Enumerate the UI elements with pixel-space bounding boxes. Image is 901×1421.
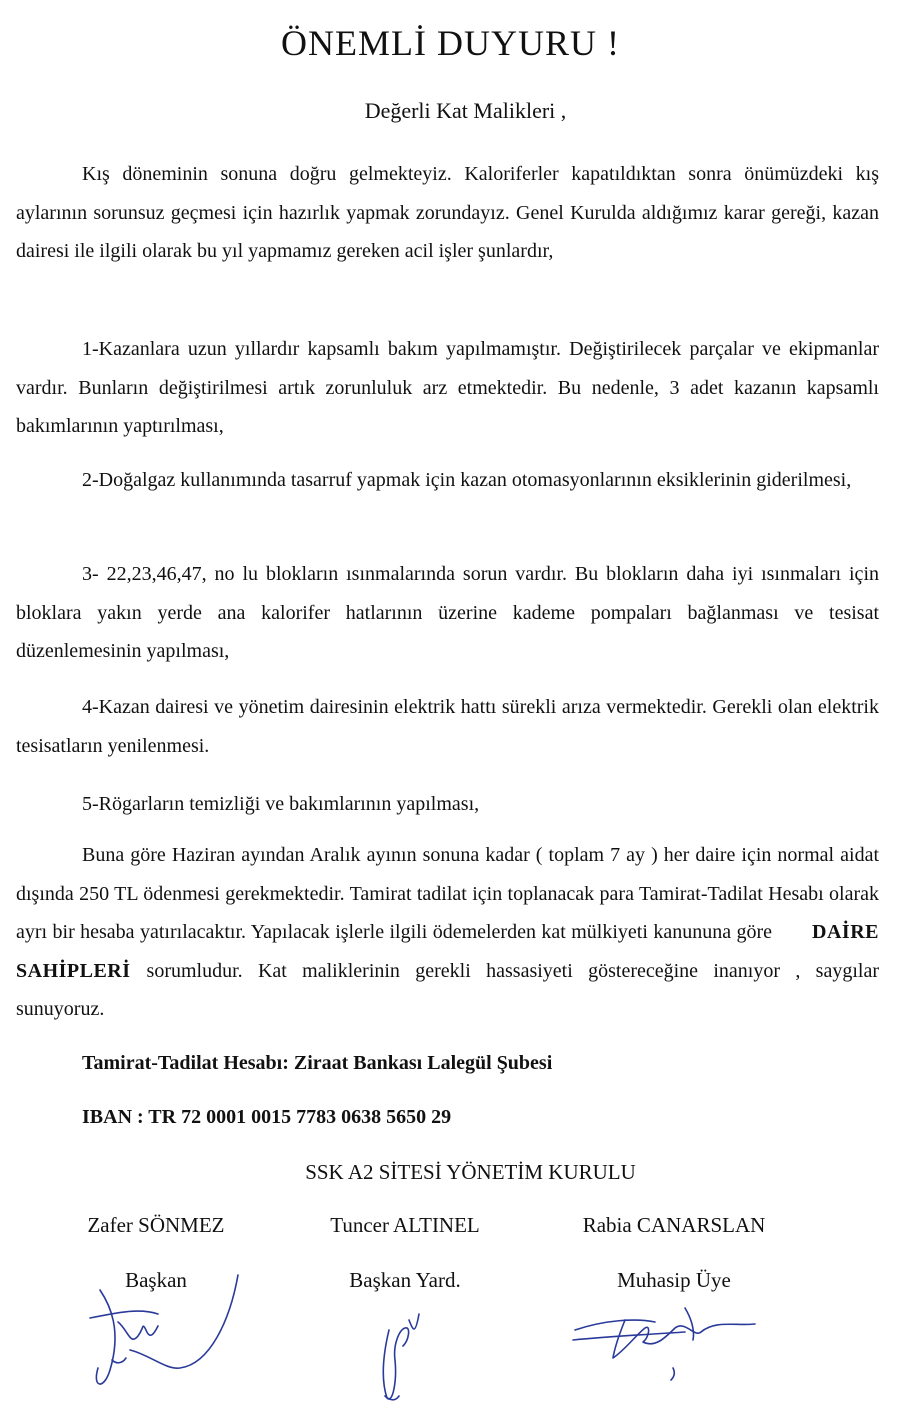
signatory-name: Tuncer ALTINEL	[330, 1213, 480, 1237]
signatory-role: Başkan Yard.	[349, 1268, 461, 1292]
closing-text-before: Buna göre Haziran ayından Aralık ayının sonuna kadar ( toplam 7 ay ) her daire için normal aidat dışında 250 TL ödenmesi gerekmektedir. Tamirat tadilat için toplanacak para Tamirat-Tadilat Hesabı olarak ayrı bir hesaba yatırılacaktır. Yapılacak işlerle ilgili ödemelerden kat mülkiyeti kanununa göre	[16, 844, 879, 943]
list-item-3: 3- 22,23,46,47, no lu blokların ısınmalarında sorun vardır. Bu blokların daha iyi ısınmaları için bloklara yakın yerde ana kalorifer hatlarının üzerine kademe pompaları bağlanması ve tesisat düzenlemesinin yapılması,	[16, 563, 879, 662]
page-title: ÖNEMLİ DUYURU !	[281, 23, 620, 63]
signature-2-icon	[365, 1300, 435, 1410]
signatory-role: Muhasip Üye	[617, 1268, 731, 1292]
bank-account-line: Tamirat-Tadilat Hesabı: Ziraat Bankası Lalegül Şubesi	[82, 1052, 553, 1074]
list-item-2: 2-Doğalgaz kullanımında tasarruf yapmak için kazan otomasyonlarının eksiklerinin giderilmesi,	[82, 469, 852, 491]
closing-paragraph	[16, 836, 879, 1029]
signatory-role: Başkan	[125, 1268, 187, 1292]
salutation: Değerli Kat Malikleri ,	[364, 98, 567, 123]
intro-paragraph: Kış döneminin sonuna doğru gelmekteyiz. Kaloriferler kapatıldıktan sonra önümüzdeki kış aylarının sorunsuz geçmesi için hazırlık yapmak zorundayız. Genel Kurulda aldığımız karar gereği, kazan dairesi ile ilgili olarak bu yıl yapmamız gereken acil işler şunlardır,	[16, 163, 879, 262]
signatory-3	[544, 1213, 804, 1293]
board-title: SSK A2 SİTESİ YÖNETİM KURULU	[305, 1160, 636, 1184]
list-item-1: 1-Kazanlara uzun yıllardır kapsamlı bakım yapılmamıştır. Değiştirilecek parçalar ve ekipmanlar vardır. Bunların değiştirilmesi artık zorunluluk arz etmektedir. Bu nedenle, 3 adet kazanın kapsamlı bakımlarının yaptırılması,	[16, 338, 879, 437]
signatory-2	[275, 1213, 535, 1293]
closing-emphasis: DAİRE SAHİPLERİ	[16, 921, 879, 982]
list-item-4: 4-Kazan dairesi ve yönetim dairesinin elektrik hattı sürekli arıza vermektedir. Gerekli olan elektrik tesisatların yenilenmesi.	[16, 696, 879, 757]
list-item-5: 5-Rögarların temizliği ve bakımlarının yapılması,	[82, 793, 480, 815]
signatory-name: Rabia CANARSLAN	[582, 1213, 766, 1237]
signatory-name: Zafer SÖNMEZ	[87, 1213, 225, 1237]
closing-text-after: sorumludur. Kat maliklerinin gerekli hassasiyeti göstereceğine inanıyor , saygılar sunuyoruz.	[16, 959, 879, 1020]
iban-line: IBAN : TR 72 0001 0015 7783 0638 5650 29	[82, 1106, 452, 1128]
signature-1-icon	[70, 1260, 250, 1410]
signature-3-icon	[565, 1290, 765, 1390]
